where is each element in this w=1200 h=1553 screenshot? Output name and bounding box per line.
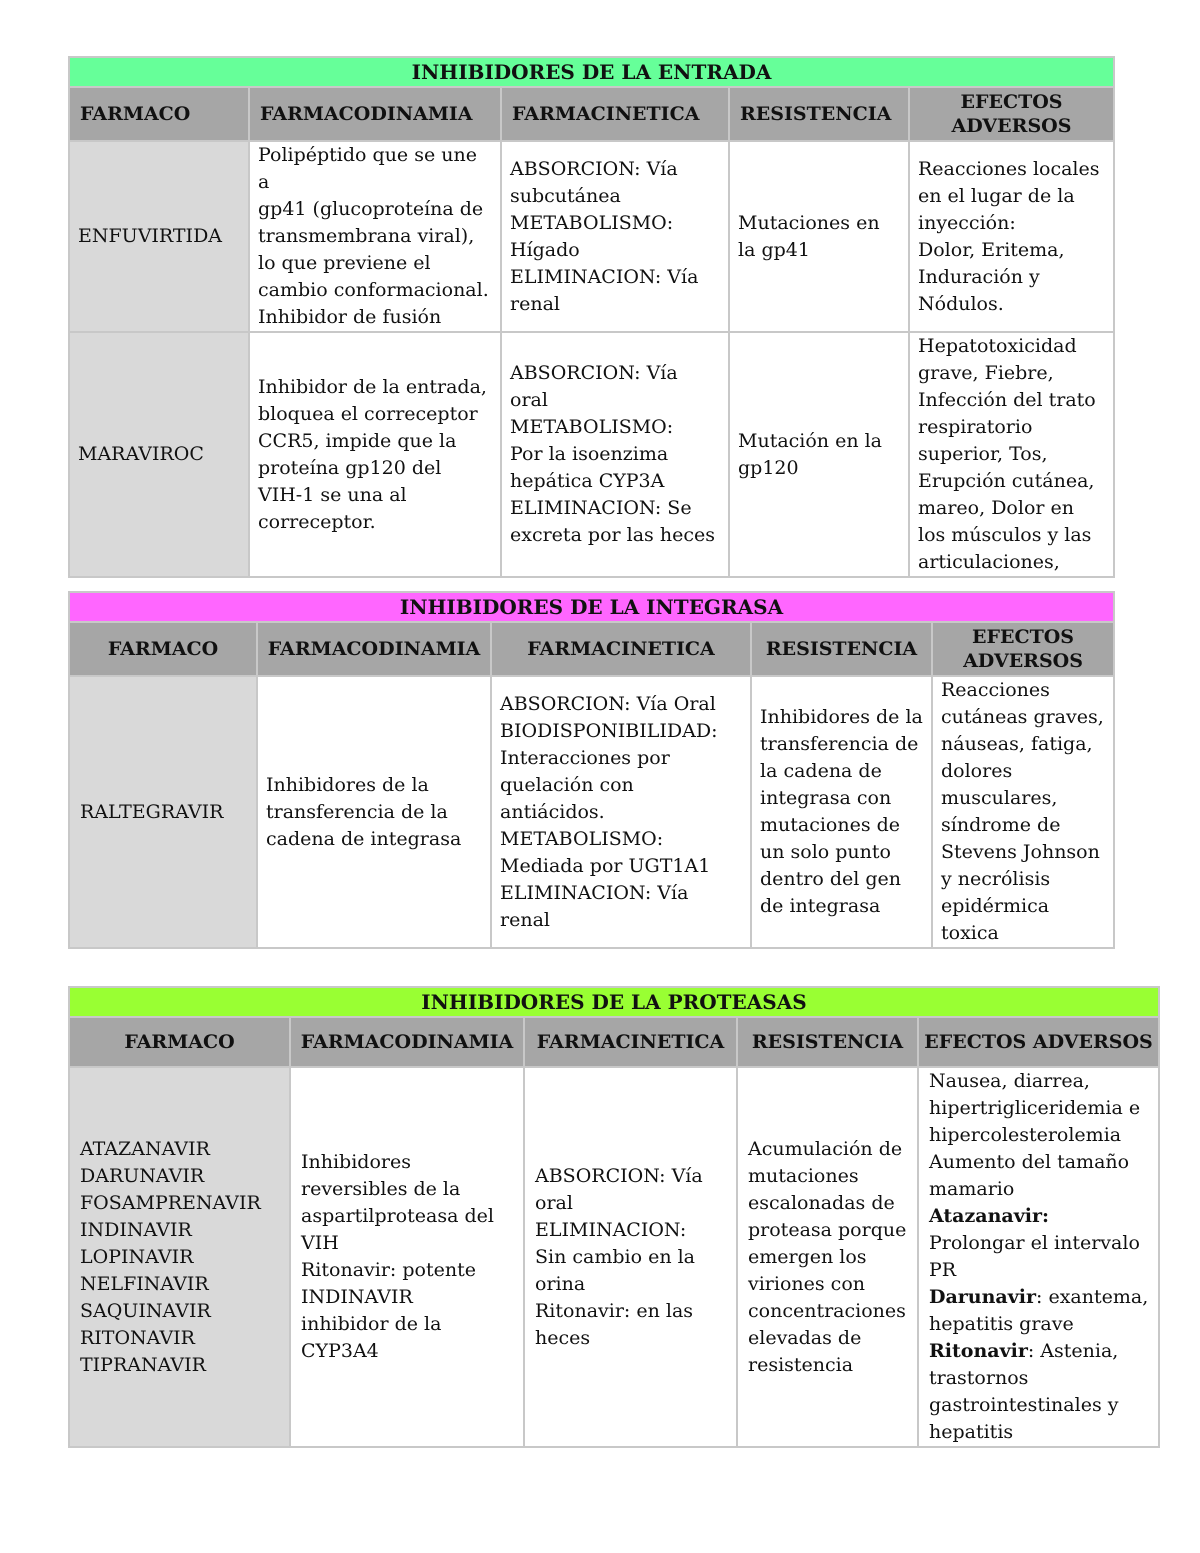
text-line: cambio conformacional.: [258, 279, 489, 301]
text-line: bloquea el correceptor: [258, 402, 478, 425]
table-row: [69, 141, 1114, 332]
text-line: renal: [510, 292, 560, 315]
text-line: Infección del trato: [918, 389, 1096, 411]
text-line: INDINAVIR: [80, 1218, 192, 1241]
header-farmaco: FARMACO: [69, 622, 257, 676]
adverse-effects-cell: [909, 141, 1114, 332]
text-line: dentro del gen: [760, 868, 902, 890]
text-line: CCR5, impide que la: [258, 429, 457, 452]
adverse-effects-cell: [932, 676, 1114, 948]
table-row: [69, 1067, 1159, 1447]
text-line: mutaciones de: [760, 814, 901, 836]
text-line: Erupción cutánea,: [918, 470, 1095, 492]
text-line: FOSAMPRENAVIR: [80, 1191, 261, 1214]
text-line: hepatitis grave: [929, 1313, 1074, 1335]
text-line: toxica: [941, 922, 999, 944]
entry-table-title: INHIBIDORES DE LA ENTRADA: [69, 57, 1114, 87]
text-line: Mediada por UGT1A1: [500, 854, 711, 877]
text-line: excreta por las heces: [510, 524, 715, 546]
text-line: PR: [929, 1259, 957, 1281]
header-efectos-adversos: EFECTOS ADVERSOS: [918, 1017, 1159, 1067]
text-line: la gp41: [738, 238, 810, 261]
dynamics-cell: [257, 676, 491, 948]
integrase-inhibitors-table: [68, 591, 1115, 949]
header-farmaco: FARMACO: [69, 87, 249, 141]
header-farmacinetica: FARMACINETICA: [491, 622, 751, 676]
text-line: dolores: [941, 760, 1013, 782]
table-row: [69, 676, 1114, 948]
text-line: superior, Tos,: [918, 443, 1048, 465]
text-line: gp120: [738, 456, 799, 479]
text-line: musculares,: [941, 787, 1058, 809]
text-line: VIH-1 se una al: [258, 483, 407, 506]
text-line: orina: [535, 1272, 586, 1295]
atazanavir-label: Atazanavir:: [929, 1205, 1050, 1227]
drug-name: MARAVIROC: [69, 332, 249, 577]
header-resistencia: RESISTENCIA: [751, 622, 932, 676]
text-line: hipertrigliceridemia e: [929, 1097, 1141, 1119]
drug-names-cell: [69, 1067, 290, 1447]
text-line: mutaciones: [748, 1164, 859, 1187]
text-line: ELIMINACION: Se: [510, 497, 692, 519]
text-line: ABSORCION: Vía Oral: [500, 692, 716, 715]
text-line: lo que previene el: [258, 252, 431, 274]
text-line: concentraciones: [748, 1299, 906, 1322]
atazanavir-effects: [929, 1230, 1150, 1284]
text-line: quelación con antiácidos.: [500, 773, 634, 823]
resistance-cell: [729, 141, 909, 332]
text-line: Ritonavir: en las: [535, 1299, 694, 1322]
protease-table-title: INHIBIDORES DE LA PROTEASAS: [69, 987, 1159, 1017]
header-farmacodinamia: FARMACODINAMIA: [257, 622, 491, 676]
text-line: ATAZANAVIR: [80, 1137, 210, 1160]
text-line: gp41 (glucoproteína de: [258, 198, 484, 220]
header-resistencia: RESISTENCIA: [729, 87, 909, 141]
text-line: Reacciones: [941, 679, 1050, 701]
text-line: Hepatotoxicidad: [918, 335, 1077, 357]
header-resistencia: RESISTENCIA: [737, 1017, 918, 1067]
text-line: transferencia de: [760, 733, 919, 755]
dynamics-cell: [290, 1067, 524, 1447]
text-line: NELFINAVIR: [80, 1272, 209, 1295]
text-line: oral: [535, 1191, 573, 1214]
ritonavir-label: Ritonavir: [929, 1340, 1028, 1362]
text-line: viriones con: [748, 1272, 865, 1295]
text-line: Nausea, diarrea,: [929, 1070, 1090, 1092]
kinetics-cell: [501, 141, 729, 332]
text-line: TIPRANAVIR: [80, 1353, 206, 1376]
kinetics-cell: [491, 676, 751, 948]
text-line: Ritonavir: potente: [301, 1259, 476, 1281]
text-line: escalonadas de: [748, 1191, 895, 1214]
text-line: ELIMINACION: Vía: [510, 265, 699, 288]
kinetics-cell: [524, 1067, 737, 1447]
text-line: articulaciones,: [918, 551, 1060, 573]
text-line: inhibidor de la: [301, 1313, 442, 1335]
text-line: trastornos: [929, 1367, 1029, 1389]
adverse-effects-cell: [918, 1067, 1159, 1447]
text-line: METABOLISMO:: [510, 416, 674, 438]
text-line: Prolongar el intervalo: [929, 1232, 1140, 1254]
text-line: ABSORCION: Vía: [510, 362, 678, 384]
text-line: inyección:: [918, 211, 1016, 234]
text-line: Mutaciones en: [738, 211, 880, 234]
text-line: Stevens Johnson: [941, 841, 1100, 863]
text-line: náuseas, fatiga,: [941, 733, 1093, 755]
header-farmacodinamia: FARMACODINAMIA: [290, 1017, 524, 1067]
darunavir-effects: [929, 1311, 1150, 1338]
adverse-effects-cell: [909, 332, 1114, 577]
text-line: ELIMINACION: Vía: [500, 881, 689, 904]
text-line: Inhibidores de la: [760, 706, 923, 728]
text-line: emergen los: [748, 1245, 867, 1268]
text-line: Nódulos.: [918, 292, 1004, 315]
header-farmacodinamia: FARMACODINAMIA: [249, 87, 501, 141]
darunavir-label: Darunavir: [929, 1286, 1037, 1308]
text-line: mareo, Dolor en: [918, 497, 1074, 519]
text-line: Reacciones locales: [918, 157, 1100, 180]
kinetics-cell: [501, 332, 729, 577]
text-line: la cadena de: [760, 760, 882, 782]
text-line: RITONAVIR: [80, 1326, 195, 1349]
text-line: síndrome de: [941, 814, 1061, 836]
text-line: Mutación en la: [738, 429, 883, 452]
text-line: subcutánea: [510, 184, 621, 207]
dynamics-cell: [249, 141, 501, 332]
text-line: Por la isoenzima: [510, 443, 669, 465]
text-line: BIODISPONIBILIDAD:: [500, 719, 718, 742]
text-line: INDINAVIR: [301, 1286, 413, 1308]
text-line: Acumulación de: [748, 1137, 903, 1160]
text-line: Sin cambio en la: [535, 1245, 695, 1268]
table-row: [69, 332, 1114, 577]
header-farmaco: FARMACO: [69, 1017, 290, 1067]
ritonavir-effects-first: : Astenia,: [1027, 1340, 1119, 1362]
header-efectos-adversos: EFECTOS ADVERSOS: [909, 87, 1114, 141]
text-line: elevadas de: [748, 1326, 862, 1349]
text-line: Polipéptido que se une a: [258, 144, 477, 193]
integrase-table-title: INHIBIDORES DE LA INTEGRASA: [69, 592, 1114, 622]
text-line: hepática CYP3A: [510, 470, 665, 492]
text-line: los músculos y las: [918, 524, 1092, 546]
text-line: oral: [510, 389, 548, 411]
drug-name: RALTEGRAVIR: [69, 676, 257, 948]
text-line: proteasa porque: [748, 1218, 907, 1241]
darunavir-effects-first: : exantema,: [1036, 1286, 1149, 1308]
text-line: Inhibidor de la entrada,: [258, 375, 487, 398]
text-line: en el lugar de la: [918, 184, 1075, 207]
header-farmacinetica: FARMACINETICA: [501, 87, 729, 141]
text-line: de integrasa: [760, 895, 881, 917]
text-line: un solo punto: [760, 841, 891, 863]
drug-name: ENFUVIRTIDA: [69, 141, 249, 332]
text-line: mamario: [929, 1178, 1015, 1200]
text-line: METABOLISMO:: [510, 211, 674, 234]
text-line: LOPINAVIR: [80, 1245, 194, 1268]
text-line: proteína gp120 del: [258, 456, 442, 479]
text-line: Dolor, Eritema,: [918, 238, 1065, 261]
text-line: CYP3A4: [301, 1340, 379, 1362]
header-farmacinetica: FARMACINETICA: [524, 1017, 737, 1067]
resistance-cell: [751, 676, 932, 948]
text-line: METABOLISMO:: [500, 827, 664, 850]
dynamics-cell: [249, 332, 501, 577]
text-line: VIH: [301, 1232, 339, 1254]
text-line: Hígado: [510, 238, 580, 261]
text-line: cadena de integrasa: [266, 827, 462, 850]
text-line: Inhibidores: [301, 1151, 411, 1173]
text-line: ELIMINACION:: [535, 1218, 687, 1241]
text-line: resistencia: [748, 1353, 854, 1376]
text-line: hepatitis: [929, 1421, 1014, 1443]
text-line: grave, Fiebre,: [918, 362, 1054, 384]
text-line: Inhibidores de la: [266, 773, 429, 796]
text-line: epidérmica: [941, 895, 1050, 917]
text-line: ABSORCION: Vía: [510, 157, 678, 180]
header-efectos-adversos: EFECTOS ADVERSOS: [932, 622, 1114, 676]
resistance-cell: [737, 1067, 918, 1447]
text-line: correceptor.: [258, 510, 376, 533]
text-line: ABSORCION: Vía: [535, 1164, 703, 1187]
text-line: aspartilproteasa del: [301, 1205, 494, 1227]
ritonavir-effects: [929, 1365, 1150, 1446]
text-line: heces: [535, 1326, 591, 1349]
text-line: DARUNAVIR: [80, 1164, 205, 1187]
text-line: renal: [500, 908, 550, 931]
text-line: integrasa con: [760, 787, 892, 809]
text-line: SAQUINAVIR: [80, 1299, 211, 1322]
text-line: reversibles de la: [301, 1178, 461, 1200]
text-line: respiratorio: [918, 416, 1033, 438]
entry-inhibitors-table: [68, 56, 1115, 578]
text-line: Induración y: [918, 265, 1040, 288]
text-line: gastrointestinales y: [929, 1394, 1119, 1416]
text-line: Aumento del tamaño: [929, 1151, 1130, 1173]
protease-inhibitors-table: [68, 986, 1160, 1448]
text-line: Inhibidor de fusión: [258, 306, 442, 328]
text-line: hipercolesterolemia: [929, 1124, 1122, 1146]
text-line: transferencia de la: [266, 800, 448, 823]
text-line: y necrólisis: [941, 868, 1051, 890]
text-line: transmembrana viral),: [258, 225, 475, 247]
text-line: cutáneas graves,: [941, 706, 1104, 728]
text-line: Interacciones por: [500, 746, 670, 769]
adverse-intro: [929, 1068, 1150, 1203]
resistance-cell: [729, 332, 909, 577]
